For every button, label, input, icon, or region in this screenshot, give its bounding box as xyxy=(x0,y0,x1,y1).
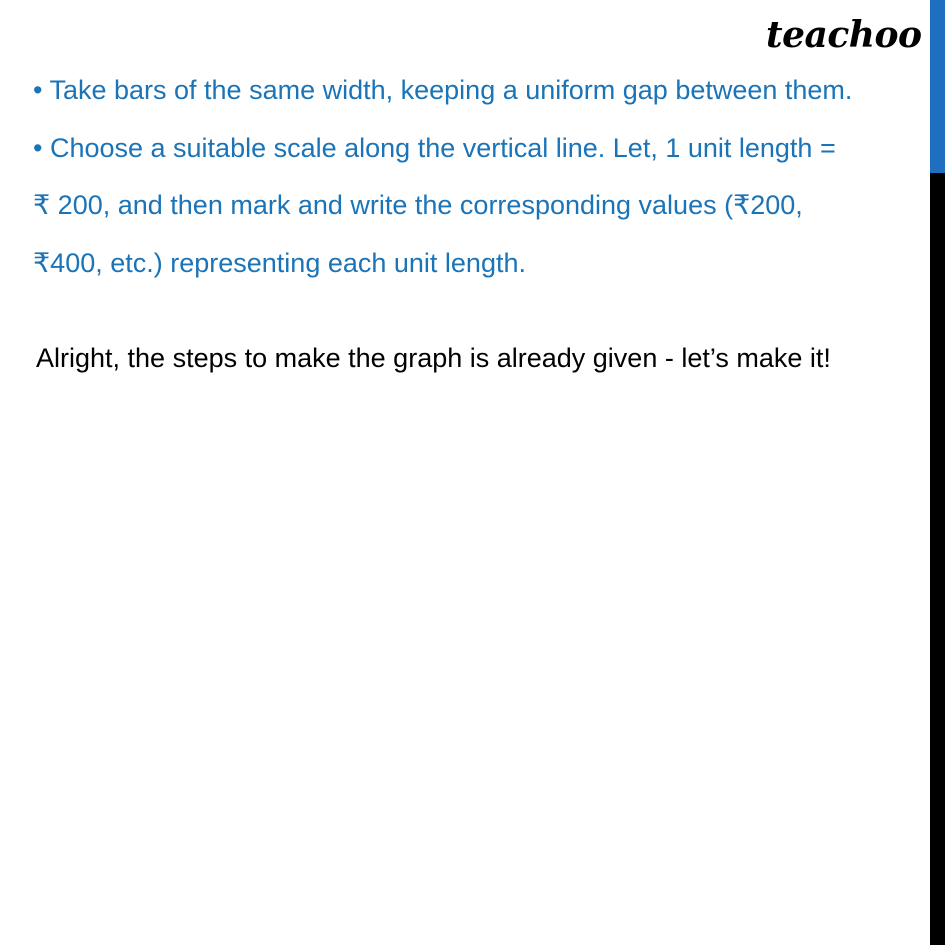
side-bar-blue xyxy=(930,0,945,173)
bullet-scale-line-1: • Choose a suitable scale along the vertical line. Let, 1 unit length = xyxy=(33,133,836,163)
bullet-scale-line-2: ₹ 200, and then mark and write the corresponding values (₹200, xyxy=(33,190,803,220)
bullet-scale-line-3: ₹400, etc.) representing each unit length. xyxy=(33,248,526,278)
bullet-bar-width: • Take bars of the same width, keeping a uniform gap between them. xyxy=(33,75,853,105)
closing-note: Alright, the steps to make the graph is already given - let’s make it! xyxy=(36,343,831,373)
teachoo-logo: teachoo xyxy=(766,14,922,56)
